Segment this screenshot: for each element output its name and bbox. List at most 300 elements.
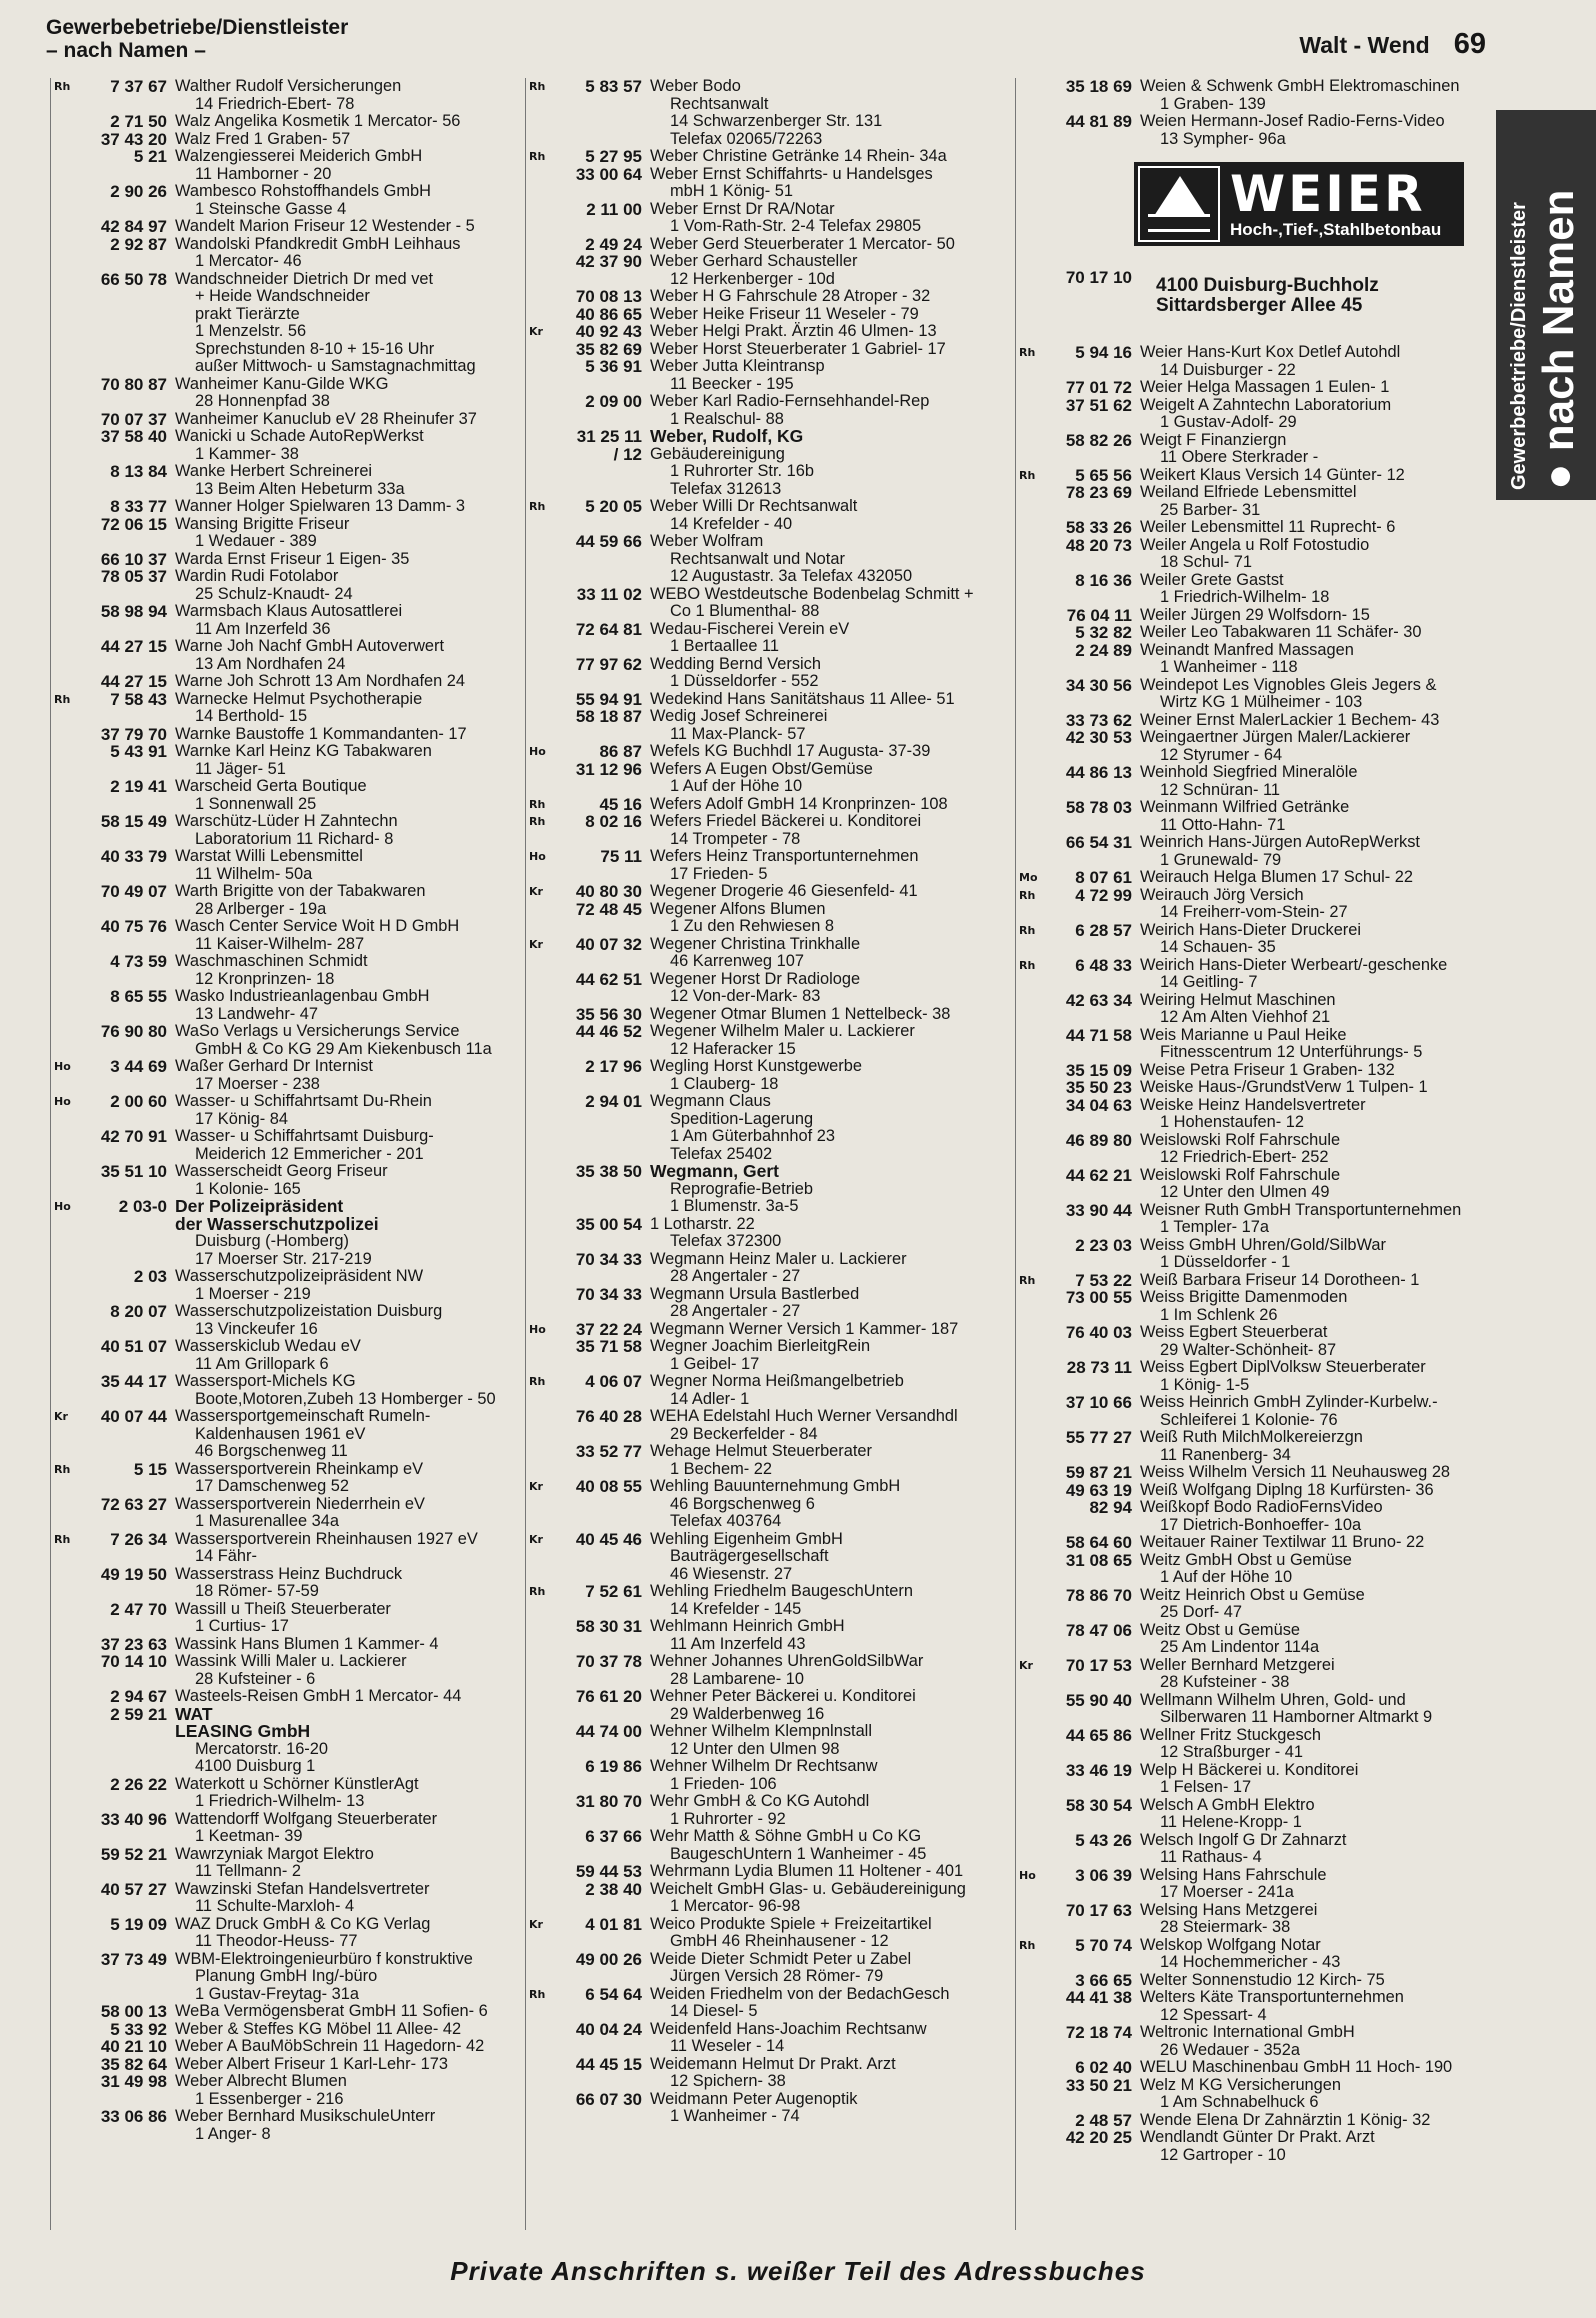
entry-address: mbH 1 König- 51	[670, 182, 793, 200]
directory-entry	[1016, 1062, 1491, 1080]
phone-number: 5 20 05	[585, 497, 642, 516]
directory-entry	[51, 691, 506, 726]
entry-address: 18 Schul- 71	[1160, 553, 1253, 571]
entry-address: 46 Karrenweg 107	[670, 952, 804, 970]
phone-number: 37 43 20	[100, 129, 167, 149]
directory-entry	[526, 1408, 996, 1443]
phone-number: 37 10 66	[1065, 1393, 1132, 1412]
entry-name: WAZ Druck GmbH & Co KG Verlag	[175, 1914, 431, 1933]
entry-address: 12 Am Alten Viehhof 21	[1160, 1008, 1331, 1026]
directory-entry	[1016, 1989, 1491, 2024]
phone-number: 5 19 09	[110, 1914, 167, 1934]
directory-entry	[1016, 1692, 1491, 1727]
entry-name: Wegener Otmar Blumen 1 Nettelbeck- 38	[650, 1004, 951, 1023]
directory-entry	[51, 498, 506, 516]
phone-number: 5 70 74	[1075, 1935, 1132, 1955]
entry-address: 17 Moerser - 238	[195, 1074, 320, 1093]
phone-number: 40 57 27	[100, 1879, 167, 1899]
directory-entry	[1016, 1464, 1491, 1482]
phone-number: 76 04 11	[1066, 605, 1132, 625]
entry-name: Wanke Herbert Schreinerei	[175, 462, 373, 480]
entry-name: Weiss GmbH Uhren/Gold/SilbWar	[1140, 1235, 1386, 1254]
phone-number: 35 38 50	[575, 1162, 642, 1181]
phone-number: 6 54 64	[585, 1984, 642, 2004]
directory-entry	[51, 148, 506, 183]
entry-address: 1 Realschul- 88	[670, 409, 784, 428]
phone-number: 8 20 07	[110, 1302, 167, 1321]
district-code: Ho	[54, 1095, 71, 1108]
directory-entry	[1016, 2112, 1491, 2130]
phone-number: 2 23 03	[1075, 1235, 1132, 1255]
entry-address: 1 Am Schnabelhuck 6	[1160, 2093, 1319, 2111]
directory-entry	[526, 1321, 996, 1339]
phone-number: 70 49 07	[100, 882, 167, 901]
column-2	[525, 78, 996, 2230]
phone-number: 37 73 49	[100, 1949, 167, 1969]
phone-number: 5 65 56	[1075, 465, 1132, 485]
entry-name: Der Polizeipräsident der Wasserschutzpolizei	[175, 1196, 379, 1234]
phone-number: 66 50 78	[100, 269, 167, 289]
entry-name: Welsch A GmbH Elektro	[1140, 1795, 1315, 1814]
entry-name: Weber Helgi Prakt. Ärztin 46 Ulmen- 13	[650, 322, 937, 340]
directory-entry	[526, 1828, 996, 1863]
entry-address: 17 Damschenweg 52	[195, 1477, 349, 1495]
directory-entry	[51, 1058, 506, 1093]
entry-name: Wasserstrass Heinz Buchdruck	[175, 1564, 403, 1583]
entry-address: 11 Rathaus- 4	[1160, 1848, 1262, 1866]
entry-address: 1 Friedrich-Wilhelm- 18	[1160, 588, 1330, 606]
entry-address: 1 Keetman- 39	[195, 1827, 303, 1845]
entry-address: 11 Hamborner - 20	[195, 164, 332, 183]
entry-name: Wegmann Heinz Maler u. Lackierer	[650, 1249, 907, 1268]
side-tab-section: Gewerbebetriebe/Dienstleister	[1508, 202, 1530, 490]
entry-address: Reprografie-Betrieb 1 Blumenstr. 3a-5	[670, 1179, 814, 1215]
phone-number: 42 70 91	[100, 1127, 167, 1146]
directory-entry	[1016, 1097, 1491, 1132]
entry-address: 14 Duisburger - 22	[1160, 360, 1296, 379]
phone-number: 2 00 60	[110, 1092, 167, 1111]
district-code: Ho	[529, 850, 546, 863]
phone-number: 33 73 62	[1065, 710, 1132, 730]
directory-entry	[526, 1951, 996, 1986]
directory-entry	[526, 813, 996, 848]
entry-name: Wawzinski Stefan Handelsvertreter	[175, 1879, 430, 1898]
entry-name: Weiss Wilhelm Versich 11 Neuhausweg 28	[1140, 1463, 1451, 1481]
entry-name: Weislowski Rolf Fahrschule	[1140, 1130, 1341, 1149]
phone-number: 40 75 76	[100, 917, 167, 936]
entry-name: Weber Jutta Kleintransp	[650, 357, 825, 375]
directory-entry	[526, 323, 996, 341]
phone-number: 49 00 26	[575, 1949, 642, 1969]
phone-number: 33 11 02	[576, 584, 642, 604]
phone-number: 35 51 10	[100, 1162, 167, 1181]
entry-name: Weiss Brigitte Damenmoden	[1140, 1288, 1348, 1306]
entry-address: 11 Otto-Hahn- 71	[1160, 815, 1286, 834]
entry-address: 1 Wanheimer - 74	[670, 2107, 800, 2125]
entry-name: Wedekind Hans Sanitätshaus 11 Allee- 51	[650, 689, 955, 708]
directory-entry	[51, 131, 506, 149]
phone-number: 7 37 67	[110, 78, 167, 96]
entry-address: 1 Geibel- 17	[670, 1354, 760, 1373]
phone-number: 5 43 91	[110, 742, 167, 761]
directory-entry	[526, 2091, 996, 2126]
phone-number: 66 07 30	[575, 2089, 642, 2109]
entry-name: Wassersportverein Rheinhausen 1927 eV	[175, 1529, 478, 1548]
entry-address: 14 Berthold- 15	[195, 707, 308, 725]
district-code: Rh	[529, 1585, 546, 1598]
directory-entry	[51, 1093, 506, 1128]
entry-name: Weise Petra Friseur 1 Graben- 132	[1140, 1060, 1395, 1079]
directory-entry	[526, 1443, 996, 1478]
phone-number: 44 41 38	[1065, 1988, 1132, 2007]
entry-name: Welskop Wolfgang Notar	[1140, 1935, 1321, 1954]
directory-entry	[526, 796, 996, 814]
entry-name: Welsing Hans Fahrschule	[1140, 1865, 1327, 1884]
directory-entry	[51, 638, 506, 673]
directory-entry	[526, 393, 996, 428]
directory-entry	[51, 411, 506, 429]
directory-entry	[526, 1286, 996, 1321]
phone-number: 31 08 65	[1065, 1550, 1132, 1570]
phone-number: 34 30 56	[1065, 675, 1132, 695]
entry-name: 1 Lotharstr. 22	[650, 1214, 755, 1233]
entry-name: Weirich Hans-Dieter Werbeart/-geschenke	[1140, 955, 1448, 974]
side-tab-label: ● nach Namen	[1534, 189, 1583, 490]
entry-name: Wasteels-Reisen GmbH 1 Mercator- 44	[175, 1687, 462, 1705]
entry-name: Weinrich Hans-Jürgen AutoRepWerkst	[1140, 833, 1420, 851]
district-code: Rh	[1019, 1938, 1036, 1952]
directory-entry	[51, 1198, 506, 1268]
district-code: Ho	[1019, 1868, 1036, 1882]
entry-address: 11 Schulte-Marxloh- 4	[195, 1897, 355, 1915]
phone-number: 42 37 90	[575, 252, 642, 271]
entry-name: Wattendorff Wolfgang Steuerberater	[175, 1809, 438, 1828]
phone-number: 8 33 77	[110, 497, 167, 516]
entry-name: Weiss Heinrich GmbH Zylinder-Kurbelw.-	[1140, 1393, 1438, 1411]
entry-address: 1 König- 1-5	[1160, 1375, 1250, 1394]
directory-entry	[526, 708, 996, 743]
district-code: Kr	[529, 1532, 543, 1546]
entry-name: Weber Albrecht Blumen	[175, 2072, 347, 2090]
district-code: Rh	[54, 1462, 71, 1476]
directory-entry	[1016, 1657, 1491, 1692]
entry-name: Weide Dieter Schmidt Peter u Zabel	[650, 1949, 912, 1968]
phone-number: 35 18 69	[1065, 78, 1132, 96]
phone-number: 4 01 81	[585, 1914, 642, 1934]
entry-name: Wehling Eigenheim GmbH	[650, 1529, 843, 1548]
entry-address: 12 Spichern- 38	[670, 2072, 786, 2090]
district-code: Rh	[1019, 888, 1036, 902]
entry-name: Wehling Friedhelm BaugeschUntern	[650, 1582, 913, 1600]
entry-name: Waßer Gerhard Dr Internist	[175, 1057, 373, 1075]
entry-address: Kaldenhausen 1961 eV 46 Borgschenweg 11	[195, 1424, 366, 1460]
directory-entry	[1016, 2024, 1491, 2059]
phone-number: 55 77 27	[1065, 1428, 1132, 1447]
district-code: Kr	[529, 885, 543, 898]
phone-number: 70 80 87	[100, 374, 167, 394]
entry-address: 1 Zu den Rehwiesen 8	[670, 917, 835, 935]
directory-entry	[1016, 799, 1491, 834]
entry-name: WBM-Elektroingenieurbüro f konstruktive	[175, 1949, 473, 1968]
entry-address: 1 Vom-Rath-Str. 2-4 Telefax 29805	[670, 217, 922, 235]
entry-address: 1 Steinsche Gasse 4	[195, 199, 347, 218]
phone-number: 33 46 19	[1065, 1760, 1132, 1780]
directory-entry	[51, 1951, 506, 2004]
phone-number: 7 26 34	[110, 1529, 167, 1549]
entry-name: Welz M KG Versicherungen	[1140, 2075, 1342, 2094]
entry-address: BaugeschUntern 1 Wanheimer - 45	[670, 1844, 927, 1863]
entry-address: 29 Walter-Schönheit- 87	[1160, 1340, 1337, 1359]
entry-name: WeBa Vermögensberat GmbH 11 Sofien- 6	[175, 2002, 488, 2020]
entry-name: Weirauch Jörg Versich	[1140, 885, 1304, 904]
entry-name: Weber Wolfram	[650, 532, 764, 550]
entry-address: 1 Mercator- 96-98	[670, 1897, 801, 1915]
phone-number: 44 59 66	[575, 532, 642, 551]
phone-number: 72 48 45	[575, 899, 642, 919]
directory-entry	[526, 1093, 996, 1163]
phone-number: 66 10 37	[100, 549, 167, 569]
directory-entry	[1016, 1867, 1491, 1902]
directory-entry	[526, 288, 996, 306]
directory-entry	[51, 1916, 506, 1951]
entry-name: Weidenfeld Hans-Joachim Rechtsanw	[650, 2019, 927, 2038]
entry-name: Weiring Helmut Maschinen	[1140, 990, 1336, 1009]
phone-number: 44 86 13	[1065, 763, 1132, 782]
entry-address: 1 Wanheimer - 118	[1160, 658, 1298, 676]
directory-entry	[1016, 1429, 1491, 1464]
entry-name: Wehr GmbH & Co KG Autohdl	[650, 1792, 870, 1810]
phone-number: 5 94 16	[1075, 343, 1132, 362]
phone-number: 44 45 15	[575, 2054, 642, 2074]
directory-entry	[51, 183, 506, 218]
phone-number: 33 06 86	[100, 2107, 167, 2126]
entry-address: 14 Friedrich-Ebert- 78	[195, 94, 355, 113]
directory-entry	[51, 78, 506, 113]
entry-name: Weis Marianne u Paul Heike	[1140, 1025, 1347, 1044]
directory-entry	[1016, 344, 1491, 379]
phone-number: 37 23 63	[100, 1634, 167, 1654]
phone-number: 8 13 84	[110, 462, 167, 481]
entry-name: Wambesco Rohstoffhandels GmbH	[175, 182, 431, 200]
entry-name: Weiß Ruth MilchMolkereierzgn	[1140, 1428, 1363, 1446]
entry-address: 11 Wilhelm- 50a	[195, 864, 313, 883]
phone-number: 78 05 37	[100, 567, 167, 586]
name-range: Walt - Wend	[1299, 32, 1430, 58]
directory-entry	[526, 1216, 996, 1251]
entry-address: 12 Straßburger - 41	[1160, 1743, 1304, 1761]
entry-address: 14 Freiherr-vom-Stein- 27	[1160, 903, 1348, 921]
directory-entry	[526, 358, 996, 393]
phone-number: 7 58 43	[110, 689, 167, 709]
directory-entry	[526, 656, 996, 691]
directory-entry	[526, 848, 996, 883]
entry-address: 12 Schnüran- 11	[1160, 780, 1280, 799]
district-code: Kr	[1019, 1658, 1033, 1672]
phone-number: 2 17 96	[585, 1057, 642, 1076]
phone-number: 40 08 55	[575, 1477, 642, 1496]
directory-entry	[1016, 519, 1491, 537]
page-footer: Private Anschriften s. weißer Teil des Adressbuches	[450, 2256, 1146, 2286]
phone-number: 59 87 21	[1065, 1463, 1132, 1482]
phone-number: 55 90 40	[1065, 1690, 1132, 1710]
entry-name: Welsing Hans Metzgerei	[1140, 1900, 1318, 1919]
entry-name: Wandschneider Dietrich Dr med vet	[175, 269, 434, 288]
side-tab-text	[1500, 112, 1592, 498]
phone-number: 35 50 23	[1065, 1078, 1132, 1097]
phone-number: 35 82 69	[575, 339, 642, 359]
entry-name: Wehling Bauunternehmung GmbH	[650, 1477, 901, 1495]
entry-address: 14 Geitling- 7	[1160, 973, 1258, 991]
phone-number: 40 45 46	[575, 1529, 642, 1549]
entry-name: Wassink Hans Blumen 1 Kammer- 4	[175, 1634, 439, 1653]
entry-name: Weiler Grete Gastst	[1140, 570, 1284, 589]
entry-address: 18 Römer- 57-59	[195, 1582, 319, 1600]
entry-address: 12 Unter den Ulmen 98	[670, 1739, 840, 1758]
phone-number: 31 12 96	[575, 759, 642, 779]
directory-entry	[526, 1758, 996, 1793]
directory-entry	[1016, 78, 1491, 113]
entry-name: Welters Käte Transportunternehmen	[1140, 1988, 1404, 2006]
entry-address: Silberwaren 11 Hamborner Altmarkt 9	[1160, 1708, 1433, 1726]
entry-address: 1 Mercator- 46	[195, 252, 302, 270]
entry-address: 12 Von-der-Mark- 83	[670, 987, 821, 1005]
entry-name: Walz Fred 1 Graben- 57	[175, 129, 351, 148]
phone-number: 44 27 15	[100, 637, 167, 656]
directory-entry	[1016, 432, 1491, 467]
district-code: Rh	[529, 500, 546, 513]
entry-name: Wehner Peter Bäckerei u. Konditorei	[650, 1687, 916, 1705]
directory-entry	[51, 1636, 506, 1654]
entry-address: 28 Arlberger - 19a	[195, 899, 327, 918]
district-code: Rh	[529, 797, 546, 811]
ad-phone-number: 70 17 10	[1065, 268, 1132, 287]
crane-emblem-icon	[1138, 166, 1220, 242]
entry-name: Wassersportgemeinschaft Rumeln-	[175, 1407, 431, 1425]
directory-entry	[526, 1793, 996, 1828]
phone-number: 35 00 54	[575, 1214, 642, 1234]
phone-number: 58 82 26	[1065, 430, 1132, 450]
district-code: Rh	[1019, 923, 1036, 937]
entry-address: 28 Steiermark- 38	[1160, 1918, 1291, 1936]
ad-brand: WEIER	[1230, 165, 1426, 223]
directory-entry	[1016, 1622, 1491, 1657]
directory-entry	[1016, 1587, 1491, 1622]
entry-name: Weiss Egbert Steuerberat	[1140, 1323, 1328, 1341]
phone-number: 4 06 07	[585, 1372, 642, 1391]
district-code: Kr	[529, 1480, 543, 1493]
entry-address: 13 Landwehr- 47	[195, 1004, 319, 1023]
phone-number: 8 02 16	[585, 812, 642, 831]
entry-address: 14 Krefelder - 145	[670, 1599, 802, 1618]
phone-number: 49 19 50	[100, 1564, 167, 1584]
entry-name: Wasser- u Schiffahrtsamt Du-Rhein	[175, 1092, 432, 1110]
phone-number: 8 07 61	[1075, 868, 1132, 887]
entry-name: Wehage Helmut Steuerberater	[650, 1442, 873, 1460]
phone-number: 2 49 24	[585, 234, 642, 254]
directory-entry	[1016, 1797, 1491, 1832]
directory-entry	[1016, 2077, 1491, 2112]
phone-number: 59 44 53	[575, 1862, 642, 1881]
entry-address: Duisburg (-Homberg) 17 Moerser Str. 217-219	[195, 1232, 372, 1268]
district-code: Ho	[54, 1200, 71, 1213]
district-code: Rh	[1019, 958, 1036, 972]
directory-entry	[51, 113, 506, 131]
entry-name: Weber Ernst Schiffahrts- u Handelsges	[650, 164, 933, 183]
phone-number: 37 22 24	[575, 1319, 642, 1339]
directory-entry	[526, 2021, 996, 2056]
phone-number: 70 14 10	[100, 1652, 167, 1671]
entry-name: Weber A BauMöbSchrein 11 Hagedorn- 42	[175, 2037, 485, 2055]
directory-entry	[51, 1373, 506, 1408]
entry-name: Wefers Friedel Bäckerei u. Konditorei	[650, 812, 922, 830]
phone-number: 76 40 28	[575, 1407, 642, 1426]
entry-name: Walzengiesserei Meiderich GmbH	[175, 147, 423, 165]
directory-entry	[51, 1688, 506, 1706]
directory-entry	[526, 1163, 996, 1216]
phone-number: 82 94	[1089, 1498, 1132, 1517]
phone-number: 8 65 55	[110, 987, 167, 1006]
entry-address: Spedition-Lagerung 1 Am Güterbahnhof 23 Telefax 25402	[670, 1109, 835, 1163]
entry-name: Wefers Heinz Transportunternehmen	[650, 847, 919, 865]
entry-name: Wehner Johannes UhrenGoldSilbWar	[650, 1652, 924, 1670]
entry-name: WEBO Westdeutsche Bodenbelag Schmitt +	[650, 584, 974, 603]
phone-number: 40 80 30	[575, 882, 642, 901]
entry-name: Wandolski Pfandkredit GmbH Leihhaus	[175, 234, 461, 253]
phone-number: 2 03	[133, 1267, 167, 1286]
phone-number: 7 53 22	[1075, 1270, 1132, 1290]
entry-address: 1 Düsseldorfer - 1	[1160, 1253, 1291, 1271]
entry-name: Wedau-Fischerei Verein eV	[650, 619, 850, 638]
entry-name: Wassill u Theiß Steuerberater	[175, 1599, 391, 1618]
directory-entry	[1016, 467, 1491, 485]
entry-address: 1 Ruhrorter Str. 16b Telefax 312613	[670, 462, 814, 498]
directory-entry	[526, 428, 996, 446]
entry-address: 29 Beckerfelder - 84	[670, 1424, 818, 1443]
phone-number: 37 51 62	[1065, 395, 1132, 415]
directory-entry	[51, 1846, 506, 1881]
entry-address: 11 Ranenberg- 34	[1160, 1445, 1291, 1464]
district-code: Rh	[1019, 1273, 1036, 1287]
entry-name: WEHA Edelstahl Huch Werner Versandhdl	[650, 1407, 958, 1425]
entry-address: Rechtsanwalt und Notar 12 Augustastr. 3a Telefax 432050	[670, 549, 913, 585]
phone-number: 44 81 89	[1065, 112, 1132, 131]
directory-entry	[1016, 2059, 1491, 2077]
entry-address: 1 Auf der Höhe 10	[670, 777, 803, 795]
phone-number: 72 64 81	[575, 619, 642, 639]
entry-name: Wassersportverein Rheinkamp eV	[175, 1459, 424, 1478]
entry-address: 13 Am Nordhafen 24	[195, 654, 346, 673]
phone-number: 78 23 69	[1065, 483, 1132, 502]
district-code: Ho	[529, 1322, 546, 1336]
directory-entry	[526, 2056, 996, 2091]
entry-address: 28 Kufsteiner - 38	[1160, 1673, 1290, 1691]
phone-number: 78 47 06	[1065, 1620, 1132, 1640]
district-code: Ho	[54, 1060, 71, 1073]
directory-entry	[51, 1531, 506, 1566]
entry-address: 1 Wedauer - 389	[195, 532, 317, 550]
entry-address: Jürgen Versich 28 Römer- 79	[670, 1967, 884, 1985]
phone-number: 58 33 26	[1065, 518, 1132, 537]
entry-address: 1 Bertaallee 11	[670, 637, 780, 655]
entry-name: Weinandt Manfred Massagen	[1140, 640, 1354, 659]
entry-name: Weber, Rudolf, KG	[650, 426, 804, 446]
district-code: Rh	[1019, 346, 1036, 359]
directory-entry	[1016, 1902, 1491, 1937]
entry-name: Wegner Norma Heißmangelbetrieb	[650, 1372, 904, 1390]
entry-name: Wasch Center Service Woit H D GmbH	[175, 917, 460, 935]
entry-address: 1 Im Schlenk 26	[1160, 1305, 1278, 1324]
entry-address: 11 Obere Sterkrader -	[1160, 448, 1319, 466]
